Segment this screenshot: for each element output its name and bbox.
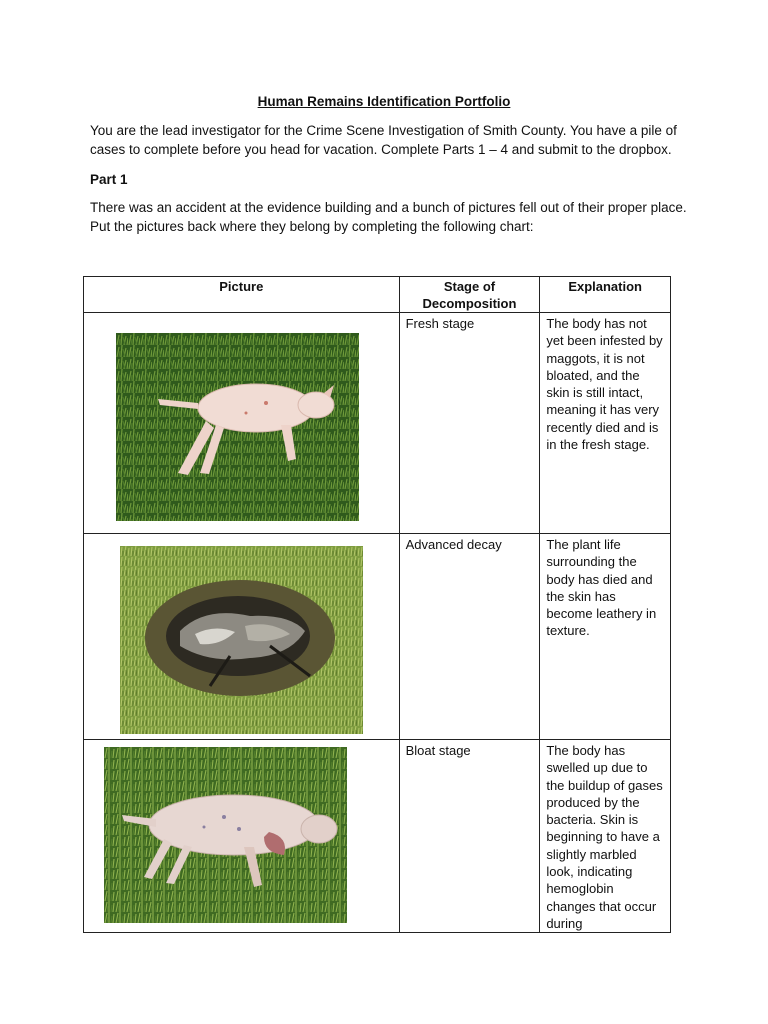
picture-cell [84, 740, 400, 933]
pig-carcass-fresh-photo [116, 333, 359, 521]
picture-cell [84, 313, 400, 534]
stage-cell [399, 313, 540, 534]
table-row [84, 313, 671, 534]
pig-carcass-bloat-photo [104, 747, 347, 923]
explanation-text: The body has not yet been infested by maggots, it is not bloated, and the skin is still intact, meaning it has very recently died and is in the fresh stage. [546, 316, 663, 453]
table-header-row [84, 277, 671, 313]
stage-label: Bloat stage [405, 743, 471, 758]
header-explanation: Explanation [540, 277, 671, 313]
pig-carcass-advanced-decay-photo [120, 546, 363, 734]
stage-label: Fresh stage [405, 316, 475, 331]
explanation-text: The plant life surrounding the body has died and the skin has become leathery in texture. [546, 537, 657, 639]
explanation-cell [540, 534, 671, 740]
decomposition-chart [83, 276, 671, 933]
stage-label: Advanced decay [405, 537, 502, 552]
table-row [84, 740, 671, 933]
document-title: Human Remains Identification Portfolio [257, 94, 511, 109]
part-heading: Part 1 [90, 172, 128, 187]
instructions-paragraph: There was an accident at the evidence building and a bunch of pictures fell out of their proper place. Put the pictures back where they belong by completing the following chart: [90, 200, 687, 234]
explanation-cell [540, 313, 671, 534]
explanation-cell [540, 740, 671, 933]
explanation-text: The body has swelled up due to the buildup of gases produced by the bacteria. Skin is beginning to have a slightly marbled look, indicating hemoglobin changes that occur during [546, 743, 663, 931]
intro-paragraph: You are the lead investigator for the Crime Scene Investigation of Smith County. You have a pile of cases to complete before you head for vacation. Complete Parts 1 – 4 and submit to the dropbox. [90, 123, 677, 157]
stage-cell [399, 534, 540, 740]
header-stage: Stage of Decomposition [399, 277, 540, 313]
header-picture: Picture [84, 277, 400, 313]
stage-cell [399, 740, 540, 933]
picture-cell [84, 534, 400, 740]
table-row [84, 534, 671, 740]
